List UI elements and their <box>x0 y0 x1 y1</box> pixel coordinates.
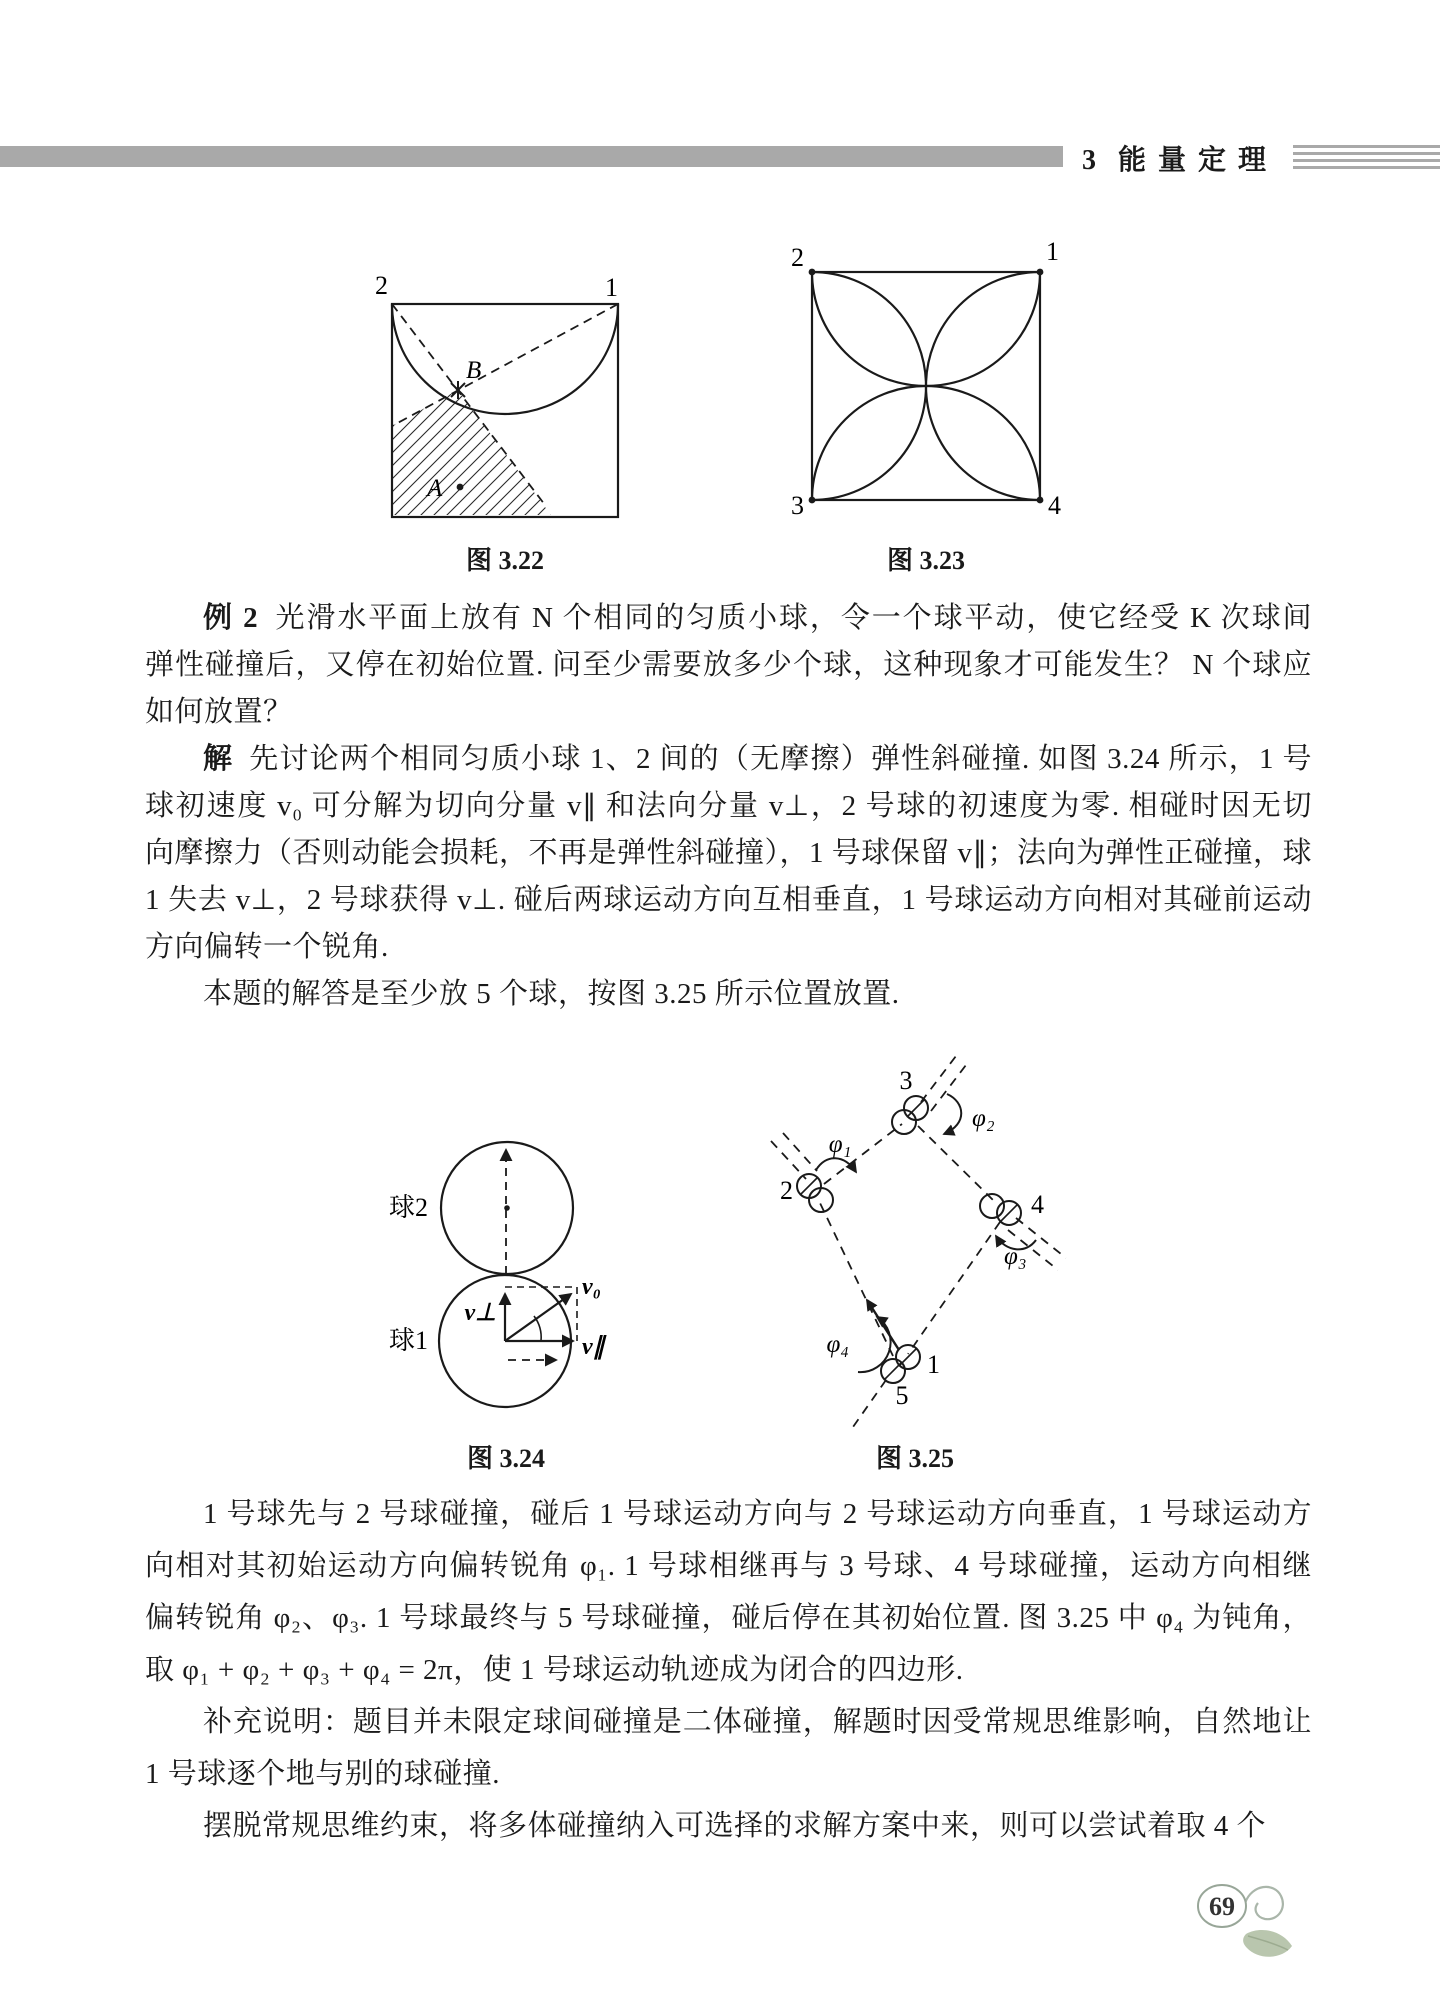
body-line: 1 失去 v⊥，2 号球获得 v⊥. 碰后两球运动方向互相垂直，1 号球运动方向相对其碰前运动 <box>145 884 1312 916</box>
body-line: 向摩擦力（否则动能会损耗，不再是弹性斜碰撞），1 号球保留 v∥；法向为弹性正碰撞，球 <box>145 837 1313 869</box>
v-perp-label: v⊥ <box>464 1300 496 1326</box>
label-a: A <box>427 475 443 502</box>
body-line: 补充说明：题目并未限定球间碰撞是二体碰撞，解题时因受常规思维影响，自然地让 <box>203 1706 1312 1738</box>
path-3-4 <box>918 1126 995 1202</box>
corner-label-4: 4 <box>1048 491 1061 520</box>
petal-arc-bottom <box>812 386 1040 500</box>
corner-label-3: 3 <box>791 491 804 520</box>
header-rule <box>1293 166 1440 169</box>
figure-3-23 <box>780 235 1070 525</box>
body-line: 例 2 光滑水平面上放有 N 个相同的匀质小球，令一个球平动，使它经受 K 次球间 <box>203 602 1312 634</box>
ext-ball2-a <box>771 1141 806 1179</box>
body-line: 摆脱常规思维约束，将多体碰撞纳入可选择的求解方案中来，则可以尝试着取 4 个 <box>203 1810 1267 1842</box>
caption-fig-3-24: 图 3.24 <box>466 1444 545 1473</box>
point-a-dot <box>457 484 464 491</box>
body-line: 如何放置？ <box>145 696 293 728</box>
v0-arrow <box>505 1294 571 1341</box>
corner-dot <box>1037 269 1044 276</box>
corner-label-1: 1 <box>1046 237 1059 266</box>
phi2-arrow <box>944 1094 961 1134</box>
body-line: 取 φ₁ + φ₂ + φ₃ + φ₄ = 2π，使 1 号球运动轨迹成为闭合的四边形. <box>145 1654 964 1686</box>
final-velocity-arrow <box>867 1300 899 1350</box>
corner-dot <box>809 497 816 504</box>
body-line: 1 号球逐个地与别的球碰撞. <box>145 1758 501 1790</box>
point-b-star <box>451 381 465 399</box>
ball-2-center-dot <box>504 1205 510 1211</box>
header-rule <box>1293 145 1440 148</box>
solution-label: 解 <box>203 743 234 775</box>
chapter-title: 能量定理 <box>1118 145 1279 176</box>
phi1-arrow <box>816 1158 856 1172</box>
body-line: 1 号球先与 2 号球碰撞，碰后 1 号球运动方向与 2 号球运动方向垂直，1 号球运动方 <box>203 1498 1312 1530</box>
page-number-badge <box>1180 1865 1320 1980</box>
figure-3-25 <box>745 1040 1155 1445</box>
phi3-label: φ₃ <box>1004 1243 1027 1270</box>
body-line: 偏转锐角 φ₂、φ₃. 1 号球最终与 5 号球碰撞，碰后停在其初始位置. 图 3.25 中 φ₄ 为钝角， <box>145 1602 1312 1634</box>
example-label: 例 2 <box>203 602 259 634</box>
chapter-number: 3 <box>1082 145 1096 176</box>
arc-curve <box>392 304 618 414</box>
path-4-1 <box>908 1222 1000 1354</box>
body-line: 方向偏转一个锐角. <box>145 931 389 963</box>
ball-1-label: 球1 <box>388 1326 428 1355</box>
ball-5-number: 5 <box>895 1381 909 1410</box>
body-line: 向相对其初始运动方向偏转锐角 φ₁. 1 号球相继再与 3 号球、4 号球碰撞，运动方向相继 <box>145 1550 1312 1582</box>
caption-fig-3-22: 图 3.22 <box>465 546 544 575</box>
corner-dot <box>1037 497 1044 504</box>
caption-fig-3-25: 图 3.25 <box>875 1444 954 1473</box>
ball-4-number: 4 <box>1031 1190 1044 1219</box>
phi2-label: φ₂ <box>972 1105 995 1132</box>
figure-3-24 <box>370 1060 670 1430</box>
ball-2-number: 2 <box>780 1176 793 1205</box>
phi4-label: φ₄ <box>826 1331 849 1358</box>
ball-1-number: 1 <box>927 1350 940 1379</box>
ext-ball5 <box>853 1380 886 1427</box>
corner-label-1: 1 <box>605 273 618 302</box>
ball-pair-3 <box>892 1096 928 1134</box>
ball-2-label: 球2 <box>388 1193 428 1222</box>
phi4-arc <box>858 1317 891 1372</box>
v-parallel-label: v∥ <box>582 1334 605 1360</box>
ball-pair-4 <box>980 1194 1021 1225</box>
header-rule <box>1293 152 1440 155</box>
body-line: 本题的解答是至少放 5 个球，按图 3.25 所示位置放置. <box>203 978 900 1010</box>
petal-arc-right <box>926 272 1040 500</box>
header-rule <box>1293 159 1440 162</box>
phi1-label: φ₁ <box>828 1131 852 1158</box>
corner-label-2: 2 <box>791 243 804 272</box>
body-line: 解 先讨论两个相同匀质小球 1、2 间的（无摩擦）弹性斜碰撞. 如图 3.24 所示，1 号 <box>203 743 1312 775</box>
decorative-leaf <box>1243 1930 1292 1957</box>
ball-pair-1-5 <box>881 1345 920 1383</box>
page-number: 69 <box>1209 1892 1235 1921</box>
caption-fig-3-23: 图 3.23 <box>886 546 965 575</box>
ball-3-number: 3 <box>899 1066 913 1095</box>
ball-pair-2 <box>797 1174 833 1212</box>
dashed-line-from-1 <box>392 304 618 426</box>
corner-label-2: 2 <box>375 271 388 300</box>
petal-arc-left <box>812 272 926 500</box>
ext-ball3-b <box>931 1065 966 1111</box>
v0-label: v₀ <box>582 1274 602 1300</box>
ext-ball2-b <box>783 1133 817 1171</box>
chapter-header <box>1082 138 1278 178</box>
label-b: B <box>466 357 482 384</box>
header-bar <box>0 146 1063 167</box>
body-line: 球初速度 v₀ 可分解为切向分量 v∥ 和法向分量 v⊥，2 号球的初速度为零. 相碰时因无切 <box>145 790 1312 822</box>
figure-3-22 <box>360 250 640 540</box>
petal-arc-top <box>812 272 1040 386</box>
decorative-swirl <box>1245 1887 1283 1919</box>
corner-dot <box>809 269 816 276</box>
body-line: 弹性碰撞后，又停在初始位置. 问至少需要放多少个球，这种现象才可能发生？ N 个球应 <box>145 649 1312 681</box>
